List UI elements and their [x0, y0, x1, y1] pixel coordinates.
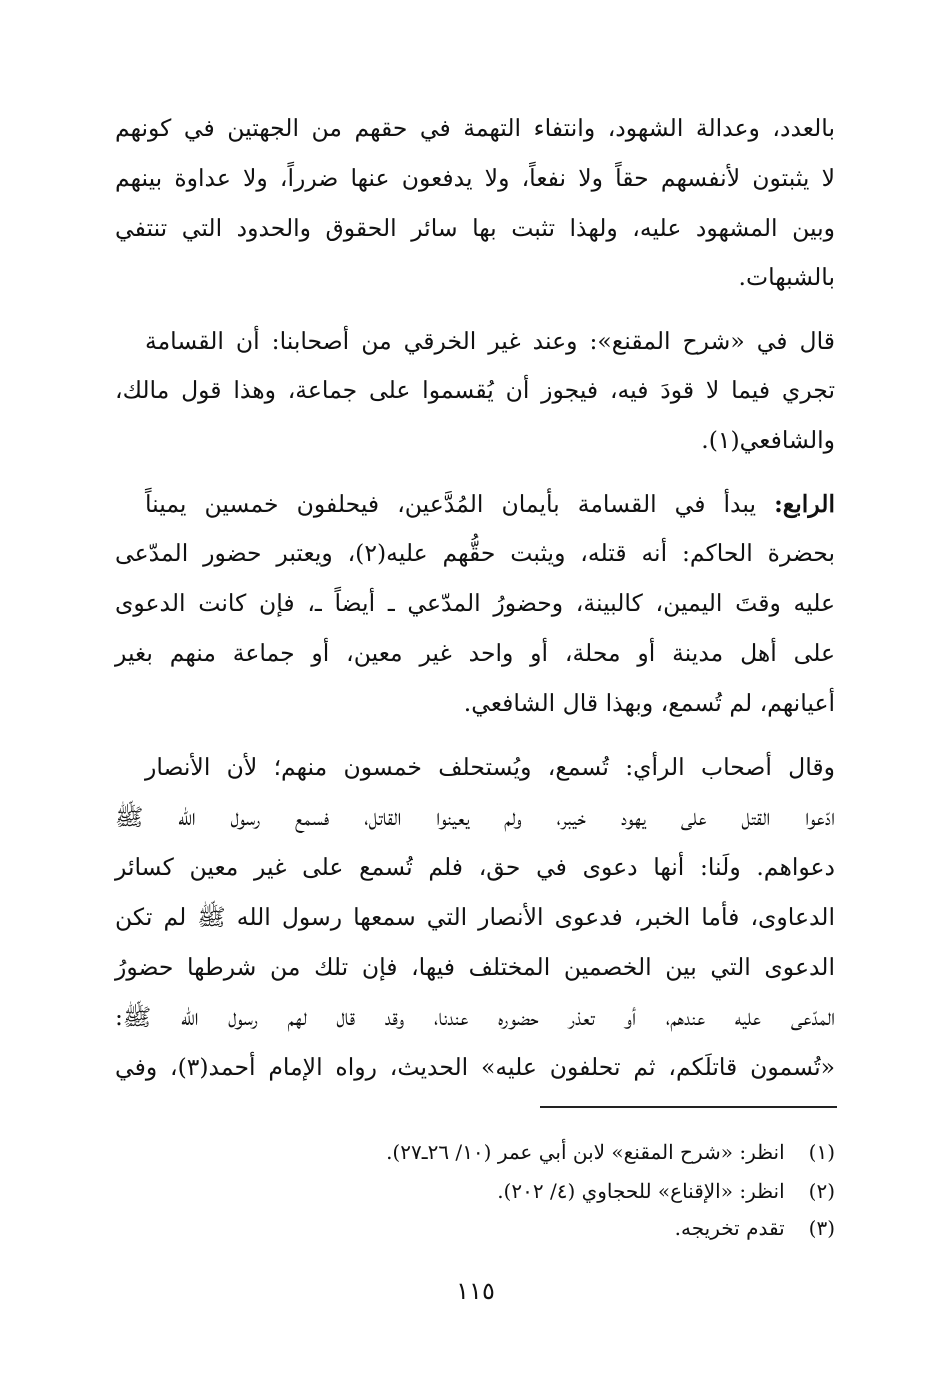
body-text-line: والشافعي(١).: [701, 426, 835, 454]
body-text-line: وبين المشهود عليه، ولهذا تثبت بها سائر الحقوق والحدود التي تنتفي: [115, 214, 835, 242]
body-text-line: أعيانهم، لم تُسمع، وبهذا قال الشافعي.: [463, 689, 835, 717]
body-text-line: بالشبهات.: [738, 263, 835, 291]
footnote: [115, 1214, 835, 1242]
body-text-line: بحضرة الحاكم: أنه قتله، ويثبت حقُّهم عليه(٢)، ويعتبر حضور المدّعى: [115, 539, 835, 567]
body-text-line: المدّعى عليه عندهم، أو تعذر حضوره عندنا، وقد قال لهم رسول الله ﷺ:: [115, 1003, 835, 1031]
body-text-line: «تُسمون قاتلَكم، ثم تحلفون عليه» الحديث، رواه الإمام أحمد(٣)، وفي: [115, 1053, 835, 1081]
body-text-line: تجري فيما لا قودَ فيه، فيجوز أن يُقسموا على جماعة، وهذا قول مالك،: [115, 376, 835, 404]
body-text-line: على أهل مدينة أو محلة، أو واحد غير معين، أو جماعة منهم بغير: [115, 639, 835, 667]
body-text-line: وقال أصحاب الرأي: تُسمع، ويُستحلف خمسون منهم؛ لأن الأنصار: [145, 753, 835, 781]
body-text-line: بالعدد، وعدالة الشهود، وانتفاء التهمة في حقهم من الجهتين في كونهم: [115, 114, 835, 142]
footnote: [115, 1138, 835, 1166]
footnote-text: تقدم تخريجه.: [674, 1216, 785, 1240]
body-text-line: لا يثبتون لأنفسهم حقاً ولا نفعاً، ولا يدفعون عنها ضرراً، ولا عداوة بينهم: [115, 164, 835, 192]
footnote-text: انظر: «شرح المقنع» لابن أبي عمر (١٠/ ٢٦ـ٢٧).: [386, 1140, 785, 1164]
body-text-line: ادّعوا القتل على يهود خيبر، ولم يعينوا القاتل، فسمع رسول الله ﷺ: [115, 803, 835, 831]
page-number: ١١٥: [456, 1277, 495, 1305]
body-text-line: قال في «شرح المقنع»: وعند غير الخرقي من أصحابنا: أن القسامة: [145, 327, 835, 355]
footnote-separator: [540, 1106, 837, 1108]
footnote-text: انظر: «الإقناع» للحجاوي (٤/ ٢٠٢).: [497, 1179, 785, 1203]
body-text-line: الدعاوى، فأما الخبر، فدعوى الأنصار التي سمعها رسول الله ﷺ لم تكن: [115, 903, 835, 931]
body-text-segment: يبدأ في القسامة بأيمان المُدَّعين، فيحلفون خمسين يميناً: [145, 490, 775, 518]
footnote-number: (١): [808, 1140, 835, 1164]
body-text-line: [145, 487, 835, 521]
body-text-line: عليه وقتَ اليمين، كالبينة، وحضورُ المدّعي ـ أيضاً ـ، فإن كانت الدعوى: [115, 589, 835, 617]
footnote: [115, 1177, 835, 1205]
footnote-number: (٢): [808, 1179, 835, 1203]
body-text-line: الدعوى التي بين الخصمين المختلف فيها، فإن تلك من شرطها حضورُ: [115, 953, 835, 981]
body-text-line: دعواهم. ولَنا: أنها دعوى في حق، فلم تُسمع على غير معين كسائر: [115, 853, 835, 881]
section-heading-fourth: الرابع:: [774, 490, 835, 518]
footnote-number: (٣): [808, 1216, 835, 1240]
